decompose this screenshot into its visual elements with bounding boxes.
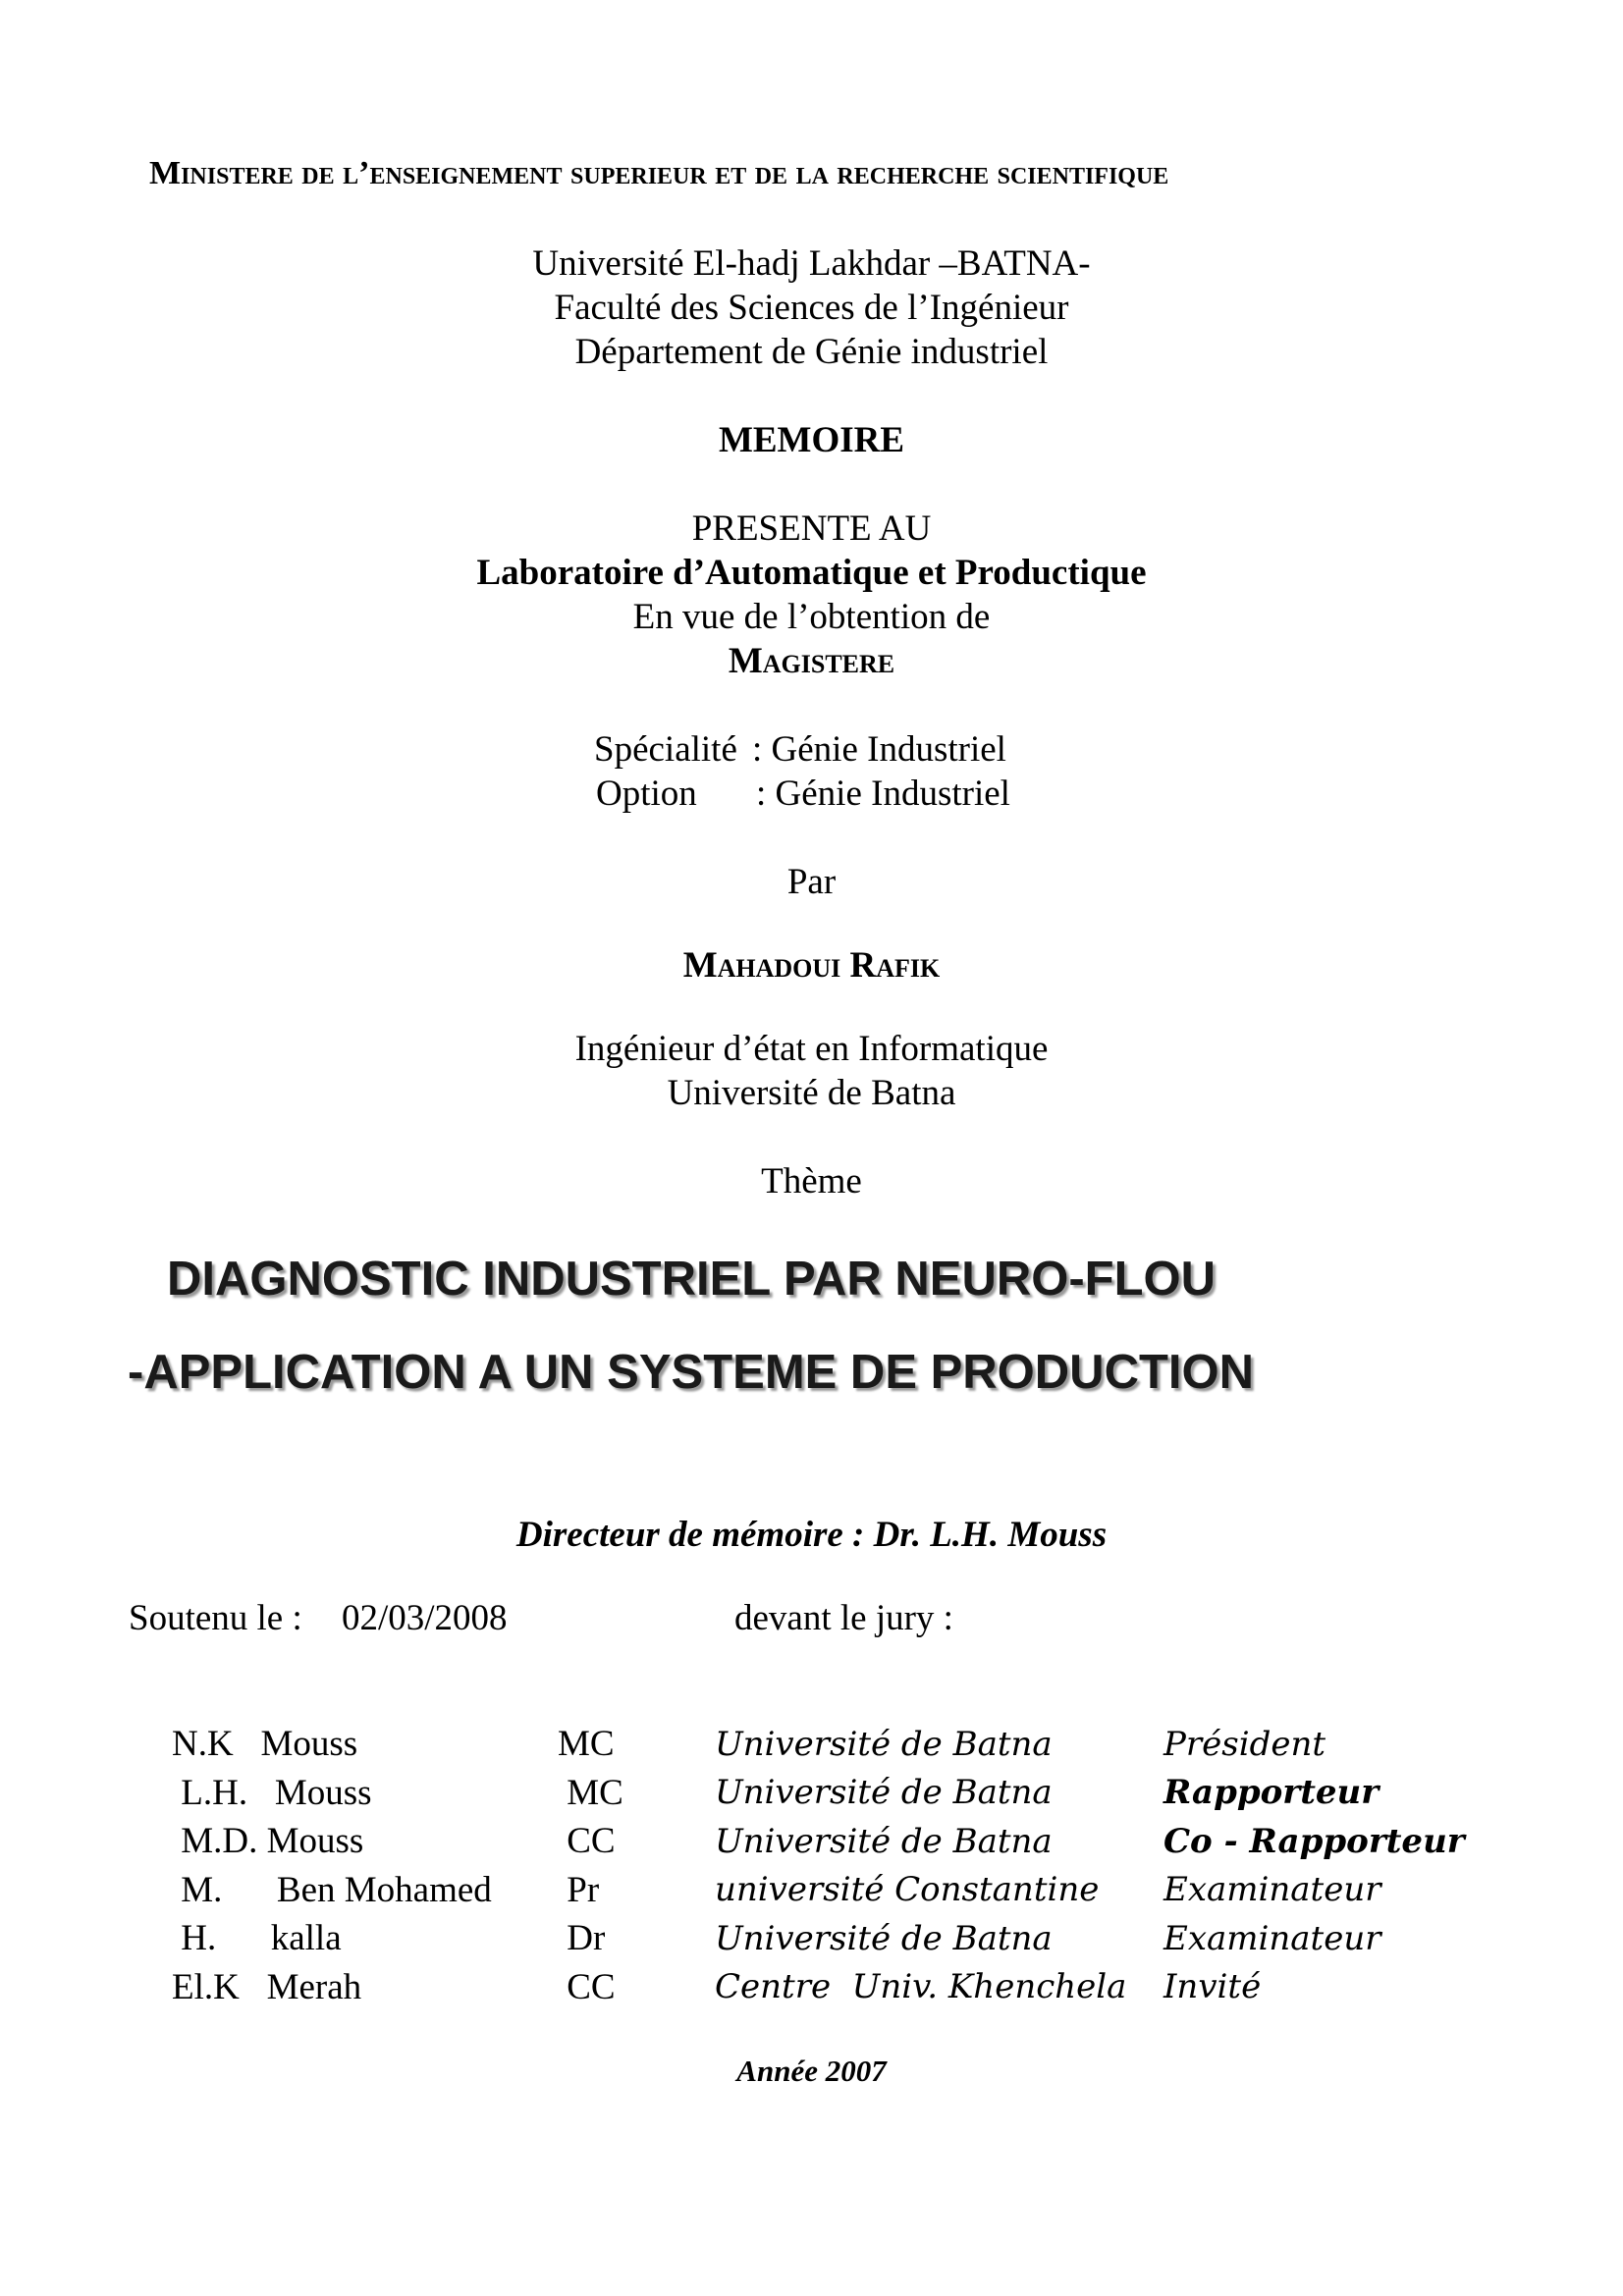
jury-member-name: M. Ben Mohamed bbox=[172, 1869, 492, 1910]
thesis-director: Directeur de mémoire : Dr. L.H. Mouss bbox=[515, 1515, 1108, 1555]
presente-au: PRESENTE AU bbox=[691, 508, 932, 549]
author-name: Mahadoui Rafik bbox=[682, 945, 941, 986]
jury-member-university: Université de Batna bbox=[715, 1918, 1053, 1958]
laboratory-name: Laboratoire d’Automatique et Productique bbox=[476, 553, 1147, 593]
jury-row bbox=[172, 1720, 1465, 1769]
jury-member-university: Centre Univ. Khenchela bbox=[715, 1967, 1127, 2007]
specialite-label: Spécialité bbox=[594, 729, 737, 770]
department-name: Département de Génie industriel bbox=[574, 332, 1049, 372]
jury-member-name: M.D. Mouss bbox=[172, 1821, 364, 1862]
jury-table bbox=[172, 1720, 1465, 2011]
jury-member-grade: Dr bbox=[558, 1918, 606, 1959]
jury-member-role: Co - Rapporteur bbox=[1163, 1821, 1465, 1861]
jury-member-university: université Constantine bbox=[715, 1870, 1100, 1910]
author-title: Ingénieur d’état en Informatique bbox=[574, 1029, 1049, 1069]
theme-label: Thème bbox=[761, 1161, 862, 1201]
jury-member-role: Examinateur bbox=[1163, 1870, 1381, 1910]
jury-member-grade: CC bbox=[558, 1821, 616, 1862]
university-name: Université El-hadj Lakhdar –BATNA- bbox=[532, 243, 1091, 284]
jury-member-grade: MC bbox=[558, 1772, 623, 1813]
jury-member-name: H. kalla bbox=[172, 1918, 342, 1959]
jury-member-university: Université de Batna bbox=[715, 1821, 1053, 1861]
ministry-heading: Ministere de l’enseignement superieur et de la recherche scientifique bbox=[149, 155, 1169, 191]
defense-label: Soutenu le : bbox=[129, 1598, 302, 1638]
defense-date: 02/03/2008 bbox=[342, 1598, 508, 1638]
thesis-title-line2: -APPLICATION A UN SYSTEME DE PRODUCTION bbox=[128, 1346, 1255, 1399]
jury-row bbox=[172, 1866, 1465, 1915]
jury-member-name: El.K Merah bbox=[172, 1966, 362, 2007]
thesis-title-line1: DIAGNOSTIC INDUSTRIEL PAR NEURO-FLOU bbox=[167, 1253, 1217, 1306]
jury-member-name: L.H. Mouss bbox=[172, 1772, 372, 1813]
jury-row bbox=[172, 1817, 1465, 1866]
diploma-name: Magistere bbox=[728, 641, 895, 681]
jury-member-university: Université de Batna bbox=[715, 1724, 1053, 1764]
option-value: : Génie Industriel bbox=[756, 774, 1010, 814]
par-label: Par bbox=[786, 862, 837, 902]
option-label: Option bbox=[596, 774, 697, 814]
en-vue-de: En vue de l’obtention de bbox=[632, 597, 991, 637]
jury-member-grade: CC bbox=[558, 1966, 616, 2007]
specialite-value: : Génie Industriel bbox=[752, 729, 1006, 770]
author-university: Université de Batna bbox=[667, 1073, 956, 1113]
jury-row bbox=[172, 1769, 1465, 1818]
jury-member-role: Président bbox=[1163, 1724, 1326, 1764]
jury-label: devant le jury : bbox=[734, 1598, 953, 1638]
jury-row bbox=[172, 1914, 1465, 1963]
jury-row bbox=[172, 1963, 1465, 2012]
year-label: Année 2007 bbox=[736, 2054, 887, 2088]
jury-member-role: Invité bbox=[1163, 1967, 1262, 2007]
faculty-name: Faculté des Sciences de l’Ingénieur bbox=[554, 288, 1069, 328]
jury-member-grade: Pr bbox=[558, 1869, 600, 1910]
jury-member-grade: MC bbox=[558, 1724, 615, 1765]
memoire-label: MEMOIRE bbox=[718, 420, 905, 460]
jury-member-university: Université de Batna bbox=[715, 1773, 1053, 1813]
jury-member-role: Examinateur bbox=[1163, 1918, 1381, 1958]
jury-member-name: N.K Mouss bbox=[172, 1724, 358, 1765]
jury-member-role: Rapporteur bbox=[1163, 1773, 1380, 1813]
